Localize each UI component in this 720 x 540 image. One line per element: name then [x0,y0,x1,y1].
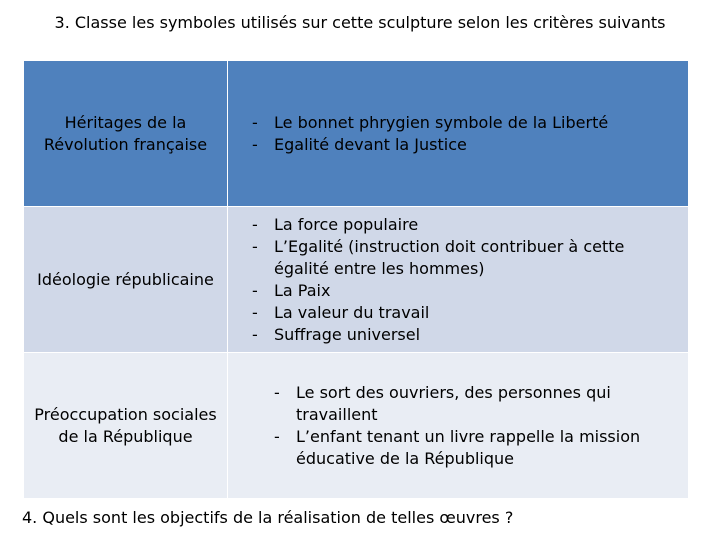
list-item: - La valeur du travail [248,302,680,324]
table-row [24,61,689,207]
list-item: - L’Egalité (instruction doit contribuer à cette égalité entre les hommes) [248,236,680,280]
list-item: - Le bonnet phrygien symbole de la Liberté [248,112,680,134]
category-cell: Héritages de la Révolution française [24,61,228,207]
items-cell [228,207,689,353]
list-item: - L’enfant tenant un livre rappelle la mission éducative de la République [270,426,680,470]
category-cell: Préoccupation sociales de la République [24,353,228,499]
list-item: - Egalité devant la Justice [248,134,680,156]
classification-table [23,60,689,499]
list-item: - Le sort des ouvriers, des personnes qui travaillent [270,382,680,426]
symbol-list [248,214,680,346]
items-cell [228,353,689,499]
symbol-list [248,112,680,156]
table-row [24,353,689,499]
list-item: - La Paix [248,280,680,302]
list-item: - La force populaire [248,214,680,236]
question-3: 3. Classe les symboles utilisés sur cette sculpture selon les critères suivants [54,13,666,32]
question-4: 4. Quels sont les objectifs de la réalisation de telles œuvres ? [22,508,514,527]
category-cell: Idéologie républicaine [24,207,228,353]
items-cell [228,61,689,207]
list-item: - Suffrage universel [248,324,680,346]
table-row [24,207,689,353]
symbol-list [270,382,680,470]
